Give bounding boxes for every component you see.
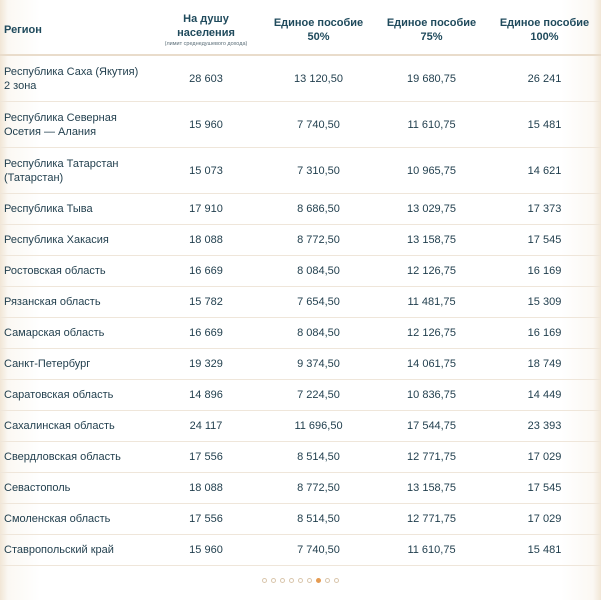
cell-benefit-100: 14 449 (488, 380, 601, 411)
table-row (0, 535, 601, 566)
table-row (0, 148, 601, 194)
cell-per-capita: 15 960 (150, 102, 262, 148)
cell-benefit-50: 8 772,50 (262, 473, 375, 504)
cell-per-capita: 24 117 (150, 411, 262, 442)
cell-region: Республика Хакасия (0, 225, 150, 256)
cell-region: Республика Тыва (0, 194, 150, 225)
pagination-dot[interactable] (316, 578, 321, 583)
cell-region: Севастополь (0, 473, 150, 504)
cell-region: Рязанская область (0, 287, 150, 318)
pagination-dot[interactable] (325, 578, 330, 583)
cell-benefit-75: 11 481,75 (375, 287, 488, 318)
cell-benefit-100: 16 169 (488, 256, 601, 287)
cell-benefit-75: 12 771,75 (375, 442, 488, 473)
cell-per-capita: 14 896 (150, 380, 262, 411)
pagination-dot[interactable] (280, 578, 285, 583)
table-row (0, 411, 601, 442)
cell-benefit-50: 13 120,50 (262, 55, 375, 102)
cell-per-capita: 17 556 (150, 504, 262, 535)
cell-benefit-100: 15 309 (488, 287, 601, 318)
cell-region: Республика Татарстан (Татарстан) (0, 148, 150, 194)
cell-benefit-50: 11 696,50 (262, 411, 375, 442)
cell-region: Республика Северная Осетия — Алания (0, 102, 150, 148)
cell-region: Саратовская область (0, 380, 150, 411)
cell-benefit-50: 8 084,50 (262, 318, 375, 349)
pagination-dot[interactable] (334, 578, 339, 583)
cell-per-capita: 18 088 (150, 225, 262, 256)
cell-benefit-75: 13 029,75 (375, 194, 488, 225)
header-benefit-75: Единое пособие 75% (375, 6, 488, 55)
cell-per-capita: 19 329 (150, 349, 262, 380)
pagination-dot[interactable] (262, 578, 267, 583)
table-row (0, 102, 601, 148)
cell-benefit-100: 15 481 (488, 102, 601, 148)
cell-benefit-50: 7 310,50 (262, 148, 375, 194)
cell-region: Республика Саха (Якутия) 2 зона (0, 55, 150, 102)
cell-benefit-100: 17 545 (488, 225, 601, 256)
table-row (0, 504, 601, 535)
cell-benefit-75: 11 610,75 (375, 535, 488, 566)
cell-benefit-50: 7 740,50 (262, 102, 375, 148)
cell-region: Санкт-Петербург (0, 349, 150, 380)
cell-benefit-75: 13 158,75 (375, 225, 488, 256)
pagination-dot[interactable] (289, 578, 294, 583)
cell-benefit-50: 7 224,50 (262, 380, 375, 411)
cell-benefit-100: 17 545 (488, 473, 601, 504)
benefits-table (0, 6, 601, 566)
table-row (0, 225, 601, 256)
cell-benefit-50: 8 514,50 (262, 442, 375, 473)
header-benefit-100: Единое пособие 100% (488, 6, 601, 55)
cell-benefit-50: 9 374,50 (262, 349, 375, 380)
table-row (0, 442, 601, 473)
cell-region: Самарская область (0, 318, 150, 349)
cell-region: Смоленская область (0, 504, 150, 535)
cell-per-capita: 16 669 (150, 318, 262, 349)
table-row (0, 473, 601, 504)
header-benefit-50: Единое пособие 50% (262, 6, 375, 55)
cell-per-capita: 17 910 (150, 194, 262, 225)
table-header-row (0, 6, 601, 55)
cell-benefit-50: 8 772,50 (262, 225, 375, 256)
cell-per-capita: 17 556 (150, 442, 262, 473)
table-body (0, 55, 601, 566)
table-row (0, 287, 601, 318)
cell-benefit-50: 8 686,50 (262, 194, 375, 225)
table-row (0, 55, 601, 102)
cell-benefit-50: 7 740,50 (262, 535, 375, 566)
pagination-dot[interactable] (307, 578, 312, 583)
cell-benefit-75: 19 680,75 (375, 55, 488, 102)
cell-benefit-100: 15 481 (488, 535, 601, 566)
cell-per-capita: 16 669 (150, 256, 262, 287)
cell-benefit-100: 26 241 (488, 55, 601, 102)
cell-region: Сахалинская область (0, 411, 150, 442)
table-row (0, 380, 601, 411)
cell-region: Свердловская область (0, 442, 150, 473)
cell-benefit-50: 8 514,50 (262, 504, 375, 535)
table-row (0, 256, 601, 287)
cell-benefit-75: 12 771,75 (375, 504, 488, 535)
header-per-capita-label: На душу населения (177, 13, 235, 39)
table-row (0, 194, 601, 225)
pagination-dots (0, 574, 601, 586)
cell-benefit-75: 10 965,75 (375, 148, 488, 194)
cell-benefit-75: 12 126,75 (375, 256, 488, 287)
cell-benefit-75: 12 126,75 (375, 318, 488, 349)
header-region: Регион (0, 6, 150, 55)
header-per-capita-note: (лимит среднедушевого дохода) (164, 41, 248, 47)
cell-per-capita: 15 782 (150, 287, 262, 318)
cell-region: Ставропольский край (0, 535, 150, 566)
cell-per-capita: 18 088 (150, 473, 262, 504)
table-row (0, 349, 601, 380)
cell-benefit-50: 7 654,50 (262, 287, 375, 318)
cell-benefit-100: 14 621 (488, 148, 601, 194)
cell-per-capita: 15 960 (150, 535, 262, 566)
cell-benefit-75: 14 061,75 (375, 349, 488, 380)
cell-benefit-50: 8 084,50 (262, 256, 375, 287)
table-row (0, 318, 601, 349)
cell-benefit-100: 23 393 (488, 411, 601, 442)
cell-benefit-100: 17 029 (488, 442, 601, 473)
cell-benefit-75: 17 544,75 (375, 411, 488, 442)
cell-benefit-75: 10 836,75 (375, 380, 488, 411)
cell-per-capita: 28 603 (150, 55, 262, 102)
pagination-dot[interactable] (298, 578, 303, 583)
pagination-dot[interactable] (271, 578, 276, 583)
cell-region: Ростовская область (0, 256, 150, 287)
cell-benefit-100: 17 029 (488, 504, 601, 535)
cell-per-capita: 15 073 (150, 148, 262, 194)
cell-benefit-75: 11 610,75 (375, 102, 488, 148)
cell-benefit-100: 16 169 (488, 318, 601, 349)
cell-benefit-75: 13 158,75 (375, 473, 488, 504)
cell-benefit-100: 18 749 (488, 349, 601, 380)
cell-benefit-100: 17 373 (488, 194, 601, 225)
header-per-capita (150, 6, 262, 55)
